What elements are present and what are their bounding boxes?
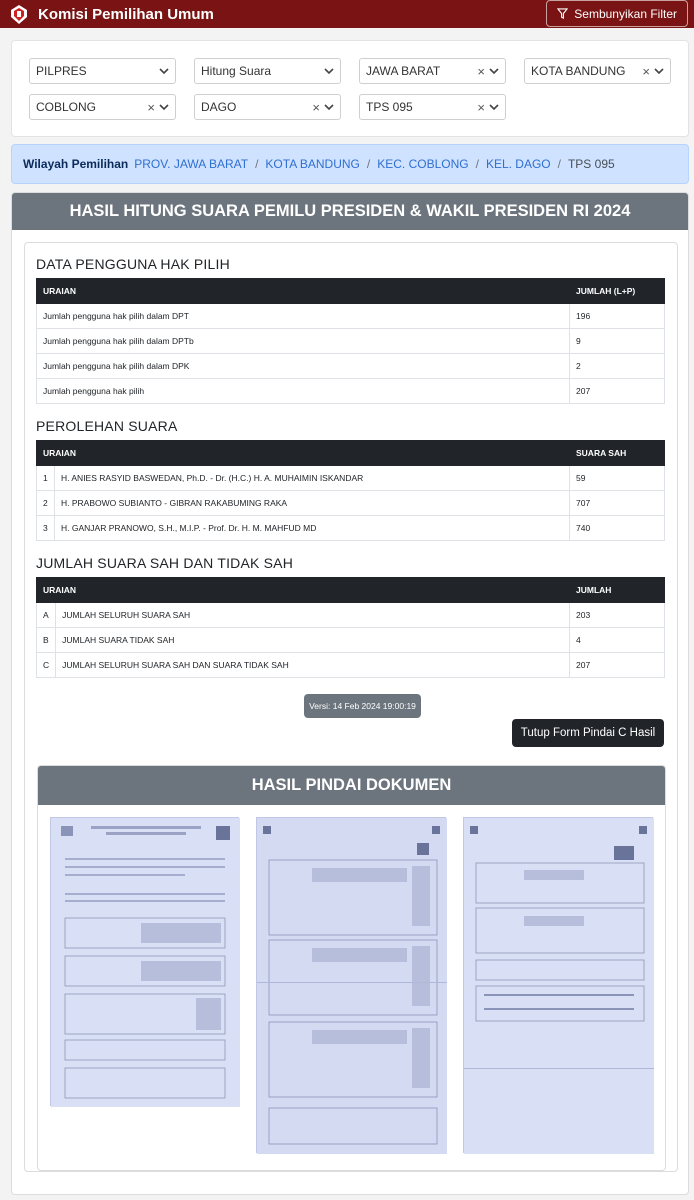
- clear-tps-icon[interactable]: ×: [477, 100, 485, 115]
- results-card: [11, 192, 689, 1195]
- election-select-value: PILPRES: [36, 64, 87, 78]
- table-cell: JUMLAH SELURUH SUARA SAH DAN SUARA TIDAK SAH: [56, 653, 570, 678]
- votes-table: [36, 440, 665, 541]
- table-header-row: [37, 578, 665, 603]
- table-row: [37, 354, 665, 379]
- breadcrumb-separator: /: [475, 157, 479, 171]
- scanned-document-image[interactable]: [256, 817, 446, 1153]
- chevron-down-icon: [653, 65, 665, 77]
- chevron-down-icon: [323, 65, 335, 77]
- table-row: [37, 379, 665, 404]
- breadcrumb-separator: /: [366, 157, 371, 171]
- table-cell: A: [37, 603, 56, 628]
- table-header: JUMLAH (L+P): [570, 279, 665, 304]
- scanned-document-image[interactable]: [50, 817, 239, 1106]
- table-cell: Jumlah pengguna hak pilih dalam DPT: [37, 304, 570, 329]
- table-row: [37, 304, 665, 329]
- table-header-row: [37, 279, 665, 304]
- breadcrumb-current: TPS 095: [567, 157, 615, 171]
- votes-section-title: PEROLEHAN SUARA: [36, 418, 178, 434]
- breadcrumb-village[interactable]: KEL. DAGO: [485, 157, 551, 171]
- table-header: URAIAN: [37, 279, 570, 304]
- table-cell: B: [37, 628, 56, 653]
- breadcrumb-separator: /: [557, 157, 561, 171]
- chevron-down-icon: [158, 101, 170, 113]
- table-header-row: [37, 441, 665, 466]
- scan-page-2-icon: [257, 818, 447, 1154]
- scan-results-title: HASIL PINDAI DOKUMEN: [38, 766, 665, 805]
- kpu-logo-icon: [8, 3, 30, 25]
- version-badge: Versi: 14 Feb 2024 19:00:19: [304, 694, 421, 718]
- mode-select[interactable]: [194, 58, 341, 84]
- table-cell: 207: [570, 379, 665, 404]
- table-row: [37, 491, 665, 516]
- table-row: [37, 653, 665, 678]
- table-cell: C: [37, 653, 56, 678]
- voters-section-title: DATA PENGGUNA HAK PILIH: [36, 256, 230, 272]
- chevron-down-icon: [323, 101, 335, 113]
- breadcrumb-separator: /: [255, 157, 259, 171]
- table-row: [37, 329, 665, 354]
- table-header: SUARA SAH: [570, 441, 665, 466]
- tps-select[interactable]: [359, 94, 506, 120]
- table-cell: 4: [570, 628, 665, 653]
- table-cell: 707: [570, 491, 665, 516]
- table-header: URAIAN: [37, 578, 570, 603]
- table-cell: H. GANJAR PRANOWO, S.H., M.I.P. - Prof. Dr. H. M. MAHFUD MD: [55, 516, 570, 541]
- table-cell: 59: [570, 466, 665, 491]
- totals-section-title: JUMLAH SUARA SAH DAN TIDAK SAH: [36, 555, 294, 571]
- chevron-down-icon: [488, 101, 500, 113]
- close-scan-form-button[interactable]: Tutup Form Pindai C Hasil: [512, 719, 664, 747]
- results-body: [24, 242, 678, 1172]
- clear-district-icon[interactable]: ×: [147, 100, 155, 115]
- table-cell: 207: [570, 653, 665, 678]
- scan-results-card: [37, 765, 666, 1171]
- table-row: [37, 628, 665, 653]
- totals-table: [36, 577, 665, 678]
- table-cell: 203: [570, 603, 665, 628]
- scanned-document-image[interactable]: [463, 817, 653, 1153]
- table-cell: 740: [570, 516, 665, 541]
- table-cell: Jumlah pengguna hak pilih: [37, 379, 570, 404]
- village-select-value: DAGO: [201, 100, 237, 114]
- table-cell: H. ANIES RASYID BASWEDAN, Ph.D. - Dr. (H.C.) H. A. MUHAIMIN ISKANDAR: [55, 466, 570, 491]
- scan-page-3-icon: [464, 818, 654, 1154]
- filter-icon: [557, 8, 568, 19]
- table-header: URAIAN: [37, 441, 570, 466]
- results-title: HASIL HITUNG SUARA PEMILU PRESIDEN & WAKIL PRESIDEN RI 2024: [12, 193, 688, 230]
- table-row: [37, 516, 665, 541]
- election-select[interactable]: [29, 58, 176, 84]
- district-select-value: COBLONG: [36, 100, 97, 114]
- breadcrumb-province[interactable]: PROV. JAWA BARAT: [134, 157, 249, 171]
- table-cell: 2: [37, 491, 55, 516]
- breadcrumb: [11, 144, 689, 184]
- province-select[interactable]: [359, 58, 506, 84]
- table-cell: 196: [570, 304, 665, 329]
- table-header: JUMLAH: [570, 578, 665, 603]
- breadcrumb-label: Wilayah Pemilihan: [23, 157, 129, 171]
- village-select[interactable]: [194, 94, 341, 120]
- clear-province-icon[interactable]: ×: [477, 64, 485, 79]
- voters-table: [36, 278, 665, 404]
- scan-page-1-icon: [51, 818, 240, 1107]
- table-cell: JUMLAH SUARA TIDAK SAH: [56, 628, 570, 653]
- breadcrumb-district[interactable]: KEC. COBLONG: [377, 157, 469, 171]
- table-cell: 2: [570, 354, 665, 379]
- province-select-value: JAWA BARAT: [366, 64, 441, 78]
- table-row: [37, 466, 665, 491]
- hide-filter-button[interactable]: [546, 0, 688, 27]
- table-cell: 1: [37, 466, 55, 491]
- table-cell: 3: [37, 516, 55, 541]
- table-cell: Jumlah pengguna hak pilih dalam DPK: [37, 354, 570, 379]
- city-select-value: KOTA BANDUNG: [531, 64, 626, 78]
- tps-select-value: TPS 095: [366, 100, 413, 114]
- table-row: [37, 603, 665, 628]
- table-cell: JUMLAH SELURUH SUARA SAH: [56, 603, 570, 628]
- clear-city-icon[interactable]: ×: [642, 64, 650, 79]
- chevron-down-icon: [488, 65, 500, 77]
- chevron-down-icon: [158, 65, 170, 77]
- table-cell: 9: [570, 329, 665, 354]
- hide-filter-label: Sembunyikan Filter: [574, 6, 677, 21]
- table-cell: Jumlah pengguna hak pilih dalam DPTb: [37, 329, 570, 354]
- top-bar: [0, 0, 694, 28]
- district-select[interactable]: [29, 94, 176, 120]
- filter-panel: [11, 40, 689, 137]
- breadcrumb-city[interactable]: KOTA BANDUNG: [265, 157, 360, 171]
- app-title: Komisi Pemilihan Umum: [38, 5, 214, 23]
- table-cell: H. PRABOWO SUBIANTO - GIBRAN RAKABUMING RAKA: [55, 491, 570, 516]
- mode-select-value: Hitung Suara: [201, 64, 272, 78]
- clear-village-icon[interactable]: ×: [312, 100, 320, 115]
- city-select[interactable]: [524, 58, 671, 84]
